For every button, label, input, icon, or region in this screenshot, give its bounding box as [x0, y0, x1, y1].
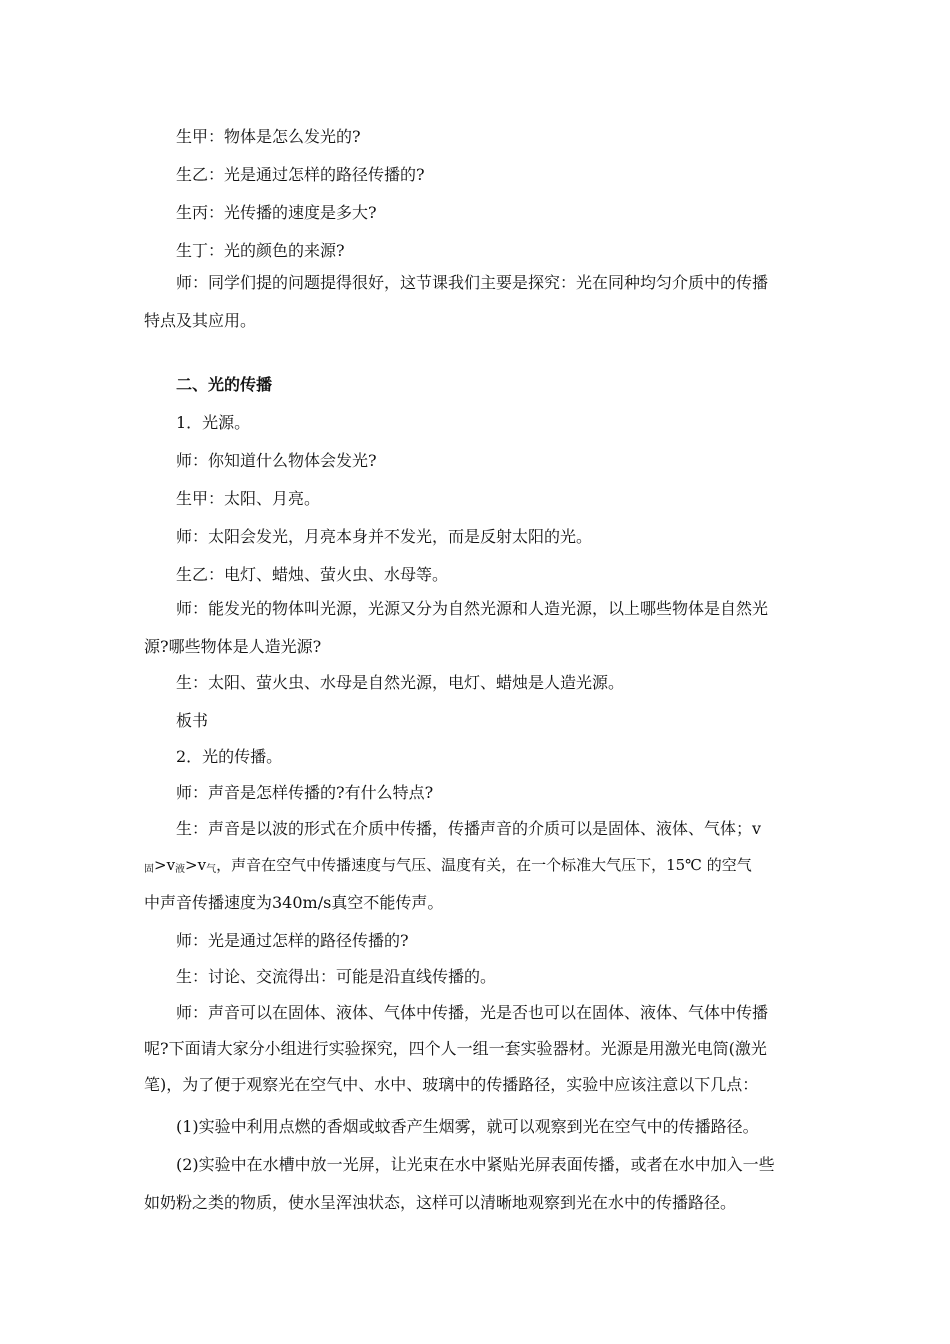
- paragraph-line: 中声音传播速度为340m/s真空不能传声。: [144, 893, 444, 912]
- paragraph-line: 师：同学们提的问题提得很好，这节课我们主要是探究：光在同种均匀介质中的传播: [176, 273, 769, 292]
- paragraph-text: ，声音在空气中传播速度与气压、温度有关，在一个标准大气压下，15℃ 的空气: [216, 856, 752, 874]
- dialogue-line: 生：讨论、交流得出：可能是沿直线传播的。: [176, 967, 497, 986]
- velocity-symbol: >v: [154, 856, 176, 874]
- dialogue-line: 师：你知道什么物体会发光?: [176, 451, 377, 470]
- list-item-continuation: 如奶粉之类的物质，使水呈浑浊状态，这样可以清晰地观察到光在水中的传播路径。: [144, 1193, 737, 1212]
- list-item: (1)实验中利用点燃的香烟或蚊香产生烟雾，就可以观察到光在空气中的传播路径。: [176, 1117, 759, 1136]
- paragraph-line: 师：声音可以在固体、液体、气体中传播，光是否也可以在固体、液体、气体中传播: [176, 1003, 769, 1022]
- subsection-heading: 1．光源。: [176, 413, 251, 432]
- section-heading: 二、光的传播: [176, 375, 273, 394]
- dialogue-line: 生甲：太阳、月亮。: [176, 489, 321, 508]
- dialogue-line: 生丙：光传播的速度是多大?: [176, 203, 377, 222]
- dialogue-line: 师：光是通过怎样的路径传播的?: [176, 931, 409, 950]
- dialogue-line: 生：太阳、萤火虫、水母是自然光源，电灯、蜡烛是人造光源。: [176, 673, 625, 692]
- dialogue-line: 师：太阳会发光，月亮本身并不发光，而是反射太阳的光。: [176, 527, 593, 546]
- dialogue-line: 师：声音是怎样传播的?有什么特点?: [176, 783, 434, 802]
- paragraph-line: 呢?下面请大家分小组进行实验探究，四个人一组一套实验器材。光源是用激光电筒(激光: [144, 1039, 767, 1058]
- dialogue-line: 生甲：物体是怎么发光的?: [176, 127, 361, 146]
- paragraph-line: 师：能发光的物体叫光源，光源又分为自然光源和人造光源，以上哪些物体是自然光: [176, 599, 769, 618]
- paragraph-line: 源?哪些物体是人造光源?: [144, 637, 322, 656]
- dialogue-line: 生乙：光是通过怎样的路径传播的?: [176, 165, 425, 184]
- velocity-subscript: 固: [144, 864, 154, 875]
- paragraph-line: 笔)，为了便于观察光在空气中、水中、玻璃中的传播路径，实验中应该注意以下几点：: [144, 1075, 759, 1094]
- dialogue-line: 生乙：电灯、蜡烛、萤火虫、水母等。: [176, 565, 449, 584]
- list-item: (2)实验中在水槽中放一光屏，让光束在水中紧贴光屏表面传播，或者在水中加入一些: [176, 1155, 775, 1174]
- velocity-symbol: >v: [185, 856, 207, 874]
- paragraph-line: [144, 846, 810, 889]
- paragraph-line: 生：声音是以波的形式在介质中传播，传播声音的介质可以是固体、液体、气体；v: [176, 819, 762, 838]
- subsection-heading: 2．光的传播。: [176, 747, 283, 766]
- velocity-subscript: 液: [175, 864, 186, 875]
- velocity-subscript: 气: [206, 864, 217, 875]
- dialogue-line: 生丁：光的颜色的来源?: [176, 241, 345, 260]
- board-note-label: 板书: [176, 711, 209, 730]
- paragraph-line: 特点及其应用。: [144, 311, 257, 330]
